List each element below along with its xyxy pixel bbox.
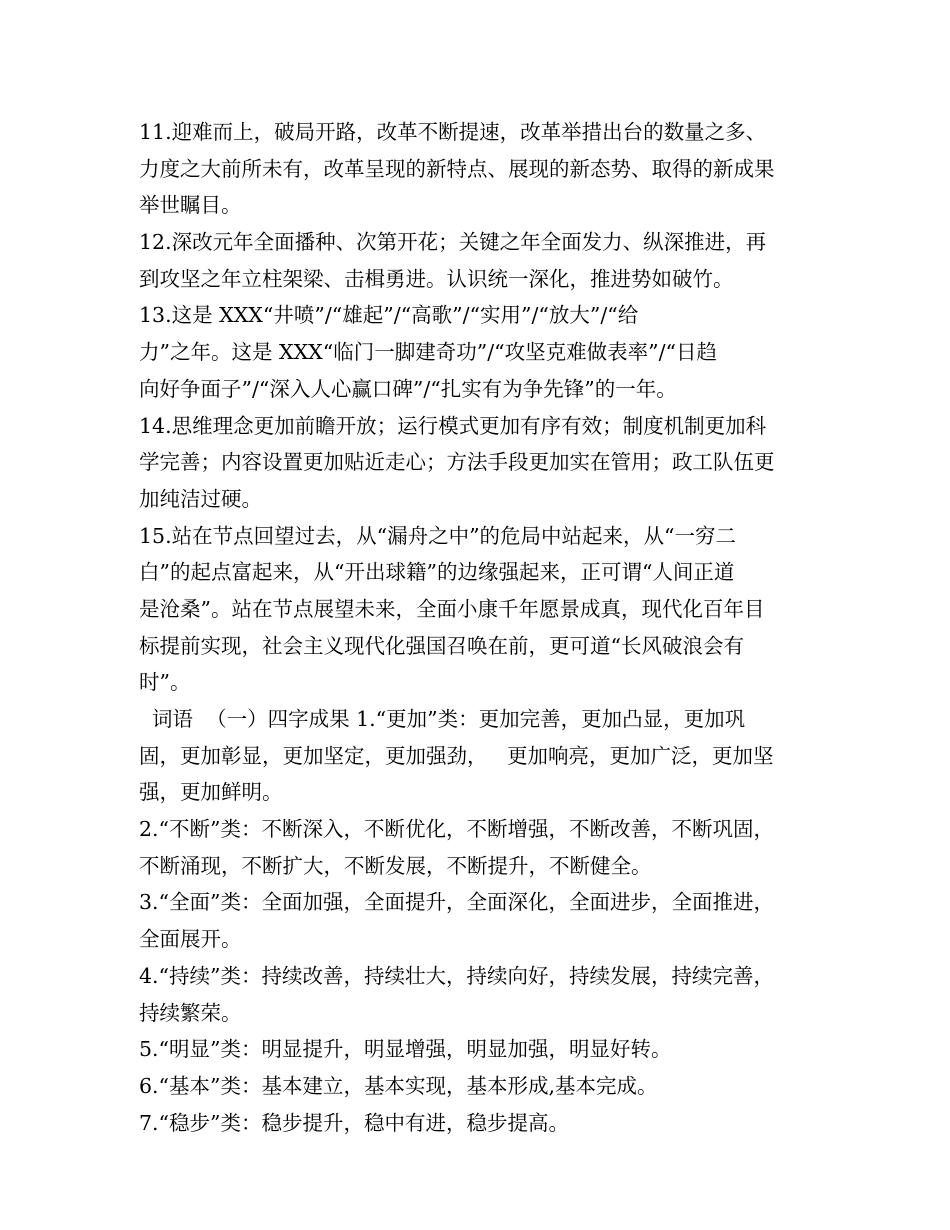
text-line: 不断涌现，不断扩大，不断发展，不断提升，不断健全。 xyxy=(139,853,652,878)
text-line: 14.思维理念更加前瞻开放；运行模式更加有序有效；制度机制更加科 xyxy=(139,413,767,438)
text-line: 固，更加彰显，更加坚定，更加强劲， 更加响亮，更加广泛，更加坚 xyxy=(139,743,774,768)
text-line: 持续繁荣。 xyxy=(139,1000,242,1025)
text-line: 7.“稳步”类：稳步提升，稳中有进，稳步提高。 xyxy=(139,1110,570,1135)
text-line: 力度之大前所未有，改革呈现的新特点、展现的新态势、取得的新成果 xyxy=(139,156,775,181)
text-line: 举世瞩目。 xyxy=(139,193,242,218)
text-line: 强，更加鲜明。 xyxy=(139,780,283,805)
document-page xyxy=(139,114,819,1141)
text-line: 5.“明显”类：明显提升，明显增强，明显加强，明显好转。 xyxy=(139,1037,672,1062)
text-line: 4.“持续”类：持续改善，持续壮大，持续向好，持续发展，持续完善， xyxy=(139,963,775,988)
text-line: 11.迎难而上，破局开路，改革不断提速，改革举措出台的数量之多、 xyxy=(139,120,767,144)
text-line: 到攻坚之年立柱架梁、击楫勇进。认识统一深化，推进势如破竹。 xyxy=(139,266,734,291)
text-line: 3.“全面”类：全面加强，全面提升，全面深化，全面进步，全面推进， xyxy=(139,890,775,915)
text-line: 是沧桑”。站在节点展望未来，全面小康千年愿景成真，现代化百年目 xyxy=(139,596,765,621)
text-line: 白”的起点富起来，从“开出球籍”的边缘强起来，正可谓“人间正道 xyxy=(139,560,735,585)
text-line: 全面展开。 xyxy=(139,927,242,952)
text-line: 词语 （一）四字成果 1.“更加”类：更加完善，更加凸显，更加巩 xyxy=(139,707,746,731)
text-line: 加纯洁过硬。 xyxy=(139,486,262,511)
text-line: 2.“不断”类：不断深入，不断优化，不断增强，不断改善，不断巩固， xyxy=(139,817,775,842)
text-line: 时”。 xyxy=(139,670,191,695)
text-line: 标提前实现，社会主义现代化强国召唤在前，更可道“长风破浪会有 xyxy=(139,633,744,658)
text-line: 12.深改元年全面播种、次第开花；关键之年全面发力、纵深推进，再 xyxy=(139,230,767,255)
text-line: 力”之年。这是 XXX“临门一脚建奇功”/“攻坚克难做表率”/“日趋 xyxy=(139,340,717,365)
text-line: 学完善；内容设置更加贴近走心；方法手段更加实在管用；政工队伍更 xyxy=(139,450,775,475)
text-line: 向好争面子”/“深入人心赢口碑”/“扎实有为争先锋”的一年。 xyxy=(139,376,677,401)
text-line: 13.这是 XXX“井喷”/“雄起”/“高歌”/“实用”/“放大”/“给 xyxy=(139,303,639,328)
text-line: 6.“基本”类：基本建立，基本实现，基本形成,基本完成。 xyxy=(139,1073,658,1098)
text-line: 15.站在节点回望过去，从“漏舟之中”的危局中站起来，从“一穷二 xyxy=(139,523,737,548)
